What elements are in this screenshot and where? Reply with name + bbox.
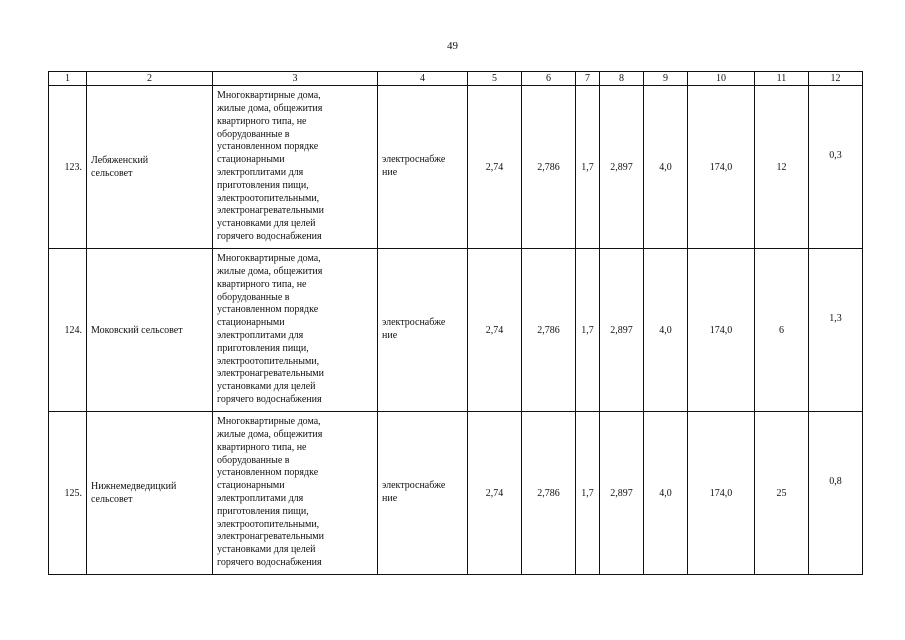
table-row	[49, 412, 863, 575]
cell-col-12-value: 1,3	[829, 312, 842, 324]
header-cell: 7	[576, 72, 600, 86]
cell-col-11: 12	[755, 86, 809, 249]
building-description: Многоквартирные дома, жилые дома, общежития квартирного типа, не оборудованные в установленном порядке стационарными электроплитами для приготовления пищи, электроотопительными, электронагревательными установками для целей горячего водоснабжения	[213, 249, 378, 412]
header-cell: 5	[468, 72, 522, 86]
cell-col-12	[809, 249, 863, 412]
cell-col-10: 174,0	[688, 412, 755, 575]
cell-col-8: 2,897	[600, 86, 644, 249]
header-cell: 2	[87, 72, 213, 86]
cell-col-8: 2,897	[600, 249, 644, 412]
utility-type: электроснабже ние	[378, 249, 468, 412]
cell-col-9: 4,0	[644, 412, 688, 575]
cell-col-12-value: 0,8	[829, 475, 842, 487]
cell-col-10: 174,0	[688, 86, 755, 249]
page-number: 49	[447, 40, 458, 52]
cell-col-7: 1,7	[576, 86, 600, 249]
tariff-table	[48, 71, 863, 575]
cell-col-5: 2,74	[468, 412, 522, 575]
cell-col-12	[809, 412, 863, 575]
cell-col-8: 2,897	[600, 412, 644, 575]
header-cell: 4	[378, 72, 468, 86]
header-row	[49, 72, 863, 86]
cell-col-6: 2,786	[522, 249, 576, 412]
table-row	[49, 249, 863, 412]
cell-col-12	[809, 86, 863, 249]
cell-col-6: 2,786	[522, 86, 576, 249]
settlement-name: Моковский сельсовет	[87, 249, 213, 412]
row-number: 123.	[49, 86, 87, 249]
header-cell: 12	[809, 72, 863, 86]
row-number: 124.	[49, 249, 87, 412]
cell-col-9: 4,0	[644, 249, 688, 412]
utility-type: электроснабже ние	[378, 412, 468, 575]
cell-col-7: 1,7	[576, 412, 600, 575]
cell-col-11: 25	[755, 412, 809, 575]
header-cell: 8	[600, 72, 644, 86]
settlement-name: Лебяженский сельсовет	[87, 86, 213, 249]
row-number: 125.	[49, 412, 87, 575]
header-cell: 6	[522, 72, 576, 86]
cell-col-10: 174,0	[688, 249, 755, 412]
building-description: Многоквартирные дома, жилые дома, общежития квартирного типа, не оборудованные в установленном порядке стационарными электроплитами для приготовления пищи, электроотопительными, электронагревательными установками для целей горячего водоснабжения	[213, 86, 378, 249]
header-cell: 3	[213, 72, 378, 86]
cell-col-6: 2,786	[522, 412, 576, 575]
cell-col-5: 2,74	[468, 86, 522, 249]
header-cell: 10	[688, 72, 755, 86]
utility-type: электроснабже ние	[378, 86, 468, 249]
cell-col-12-value: 0,3	[829, 149, 842, 161]
header-cell: 9	[644, 72, 688, 86]
cell-col-9: 4,0	[644, 86, 688, 249]
header-cell: 11	[755, 72, 809, 86]
cell-col-11: 6	[755, 249, 809, 412]
cell-col-7: 1,7	[576, 249, 600, 412]
header-cell: 1	[49, 72, 87, 86]
table-row	[49, 86, 863, 249]
building-description: Многоквартирные дома, жилые дома, общежития квартирного типа, не оборудованные в установленном порядке стационарными электроплитами для приготовления пищи, электроотопительными, электронагревательными установками для целей горячего водоснабжения	[213, 412, 378, 575]
settlement-name: Нижнемедведицкий сельсовет	[87, 412, 213, 575]
cell-col-5: 2,74	[468, 249, 522, 412]
